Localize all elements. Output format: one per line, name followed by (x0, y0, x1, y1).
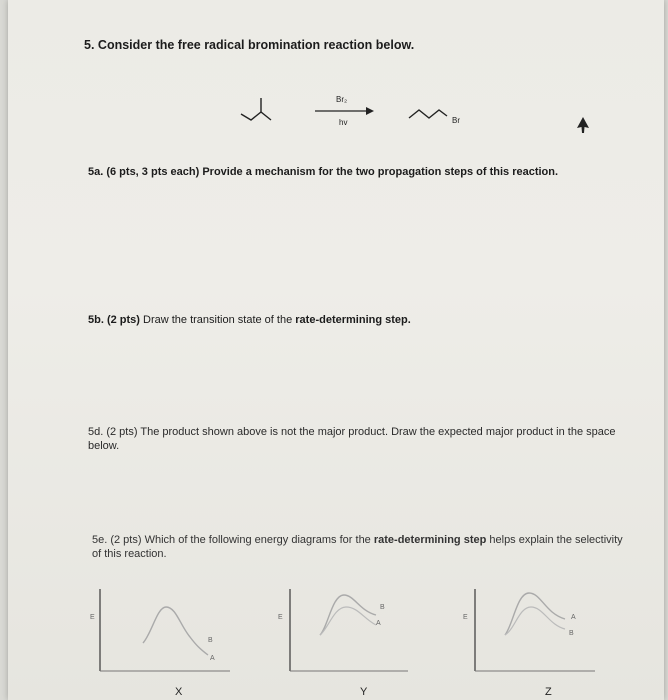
reaction-arrowhead (366, 107, 374, 115)
reagent-hv: hv (339, 118, 348, 127)
state-a-label: A (571, 614, 576, 621)
energy-axis-label: E (463, 614, 468, 621)
state-a-label: A (376, 620, 381, 627)
reagent-br2: Br₂ (336, 95, 348, 104)
question-5d: 5d. (2 pts) The product shown above is not the major product. Draw the expected major product in the space below. (88, 426, 616, 452)
energy-axis-label: E (90, 614, 95, 621)
energy-diagram-y (266, 585, 416, 675)
worksheet-page (8, 0, 664, 700)
state-b-label: B (208, 637, 213, 644)
question-5b: 5b. (2 pts) Draw the transition state of the rate-determining step. (88, 314, 411, 326)
energy-curve-2 (505, 607, 565, 635)
state-a-label: A (210, 655, 215, 662)
energy-curve-1 (505, 593, 565, 635)
energy-diagram-x (88, 585, 238, 675)
diagram-x-label: X (175, 686, 183, 698)
state-b-label: B (380, 604, 385, 611)
diagram-z-label: Z (545, 686, 552, 698)
energy-curve (143, 607, 208, 655)
product-br-label: Br (452, 116, 460, 125)
state-b-label: B (569, 630, 574, 637)
question-5a: 5a. (6 pts, 3 pts each) Provide a mechanism for the two propagation steps of this reaction. (88, 166, 559, 178)
diagram-y-label: Y (360, 686, 368, 698)
mouse-cursor-icon (576, 116, 590, 134)
question-5-heading: 5. Consider the free radical bromination reaction below. (84, 38, 415, 52)
product-1-bromo-2-methylpropane (409, 110, 447, 118)
energy-diagram-z (453, 585, 603, 675)
bromination-reaction-scheme (233, 86, 493, 136)
energy-curve-1 (320, 595, 376, 635)
question-5e: 5e. (2 pts) Which of the following energy diagrams for the rate-determining step helps explain the selectivity of this reaction. (92, 534, 623, 560)
energy-axis-label: E (278, 614, 283, 621)
reactant-isobutane (241, 112, 271, 120)
